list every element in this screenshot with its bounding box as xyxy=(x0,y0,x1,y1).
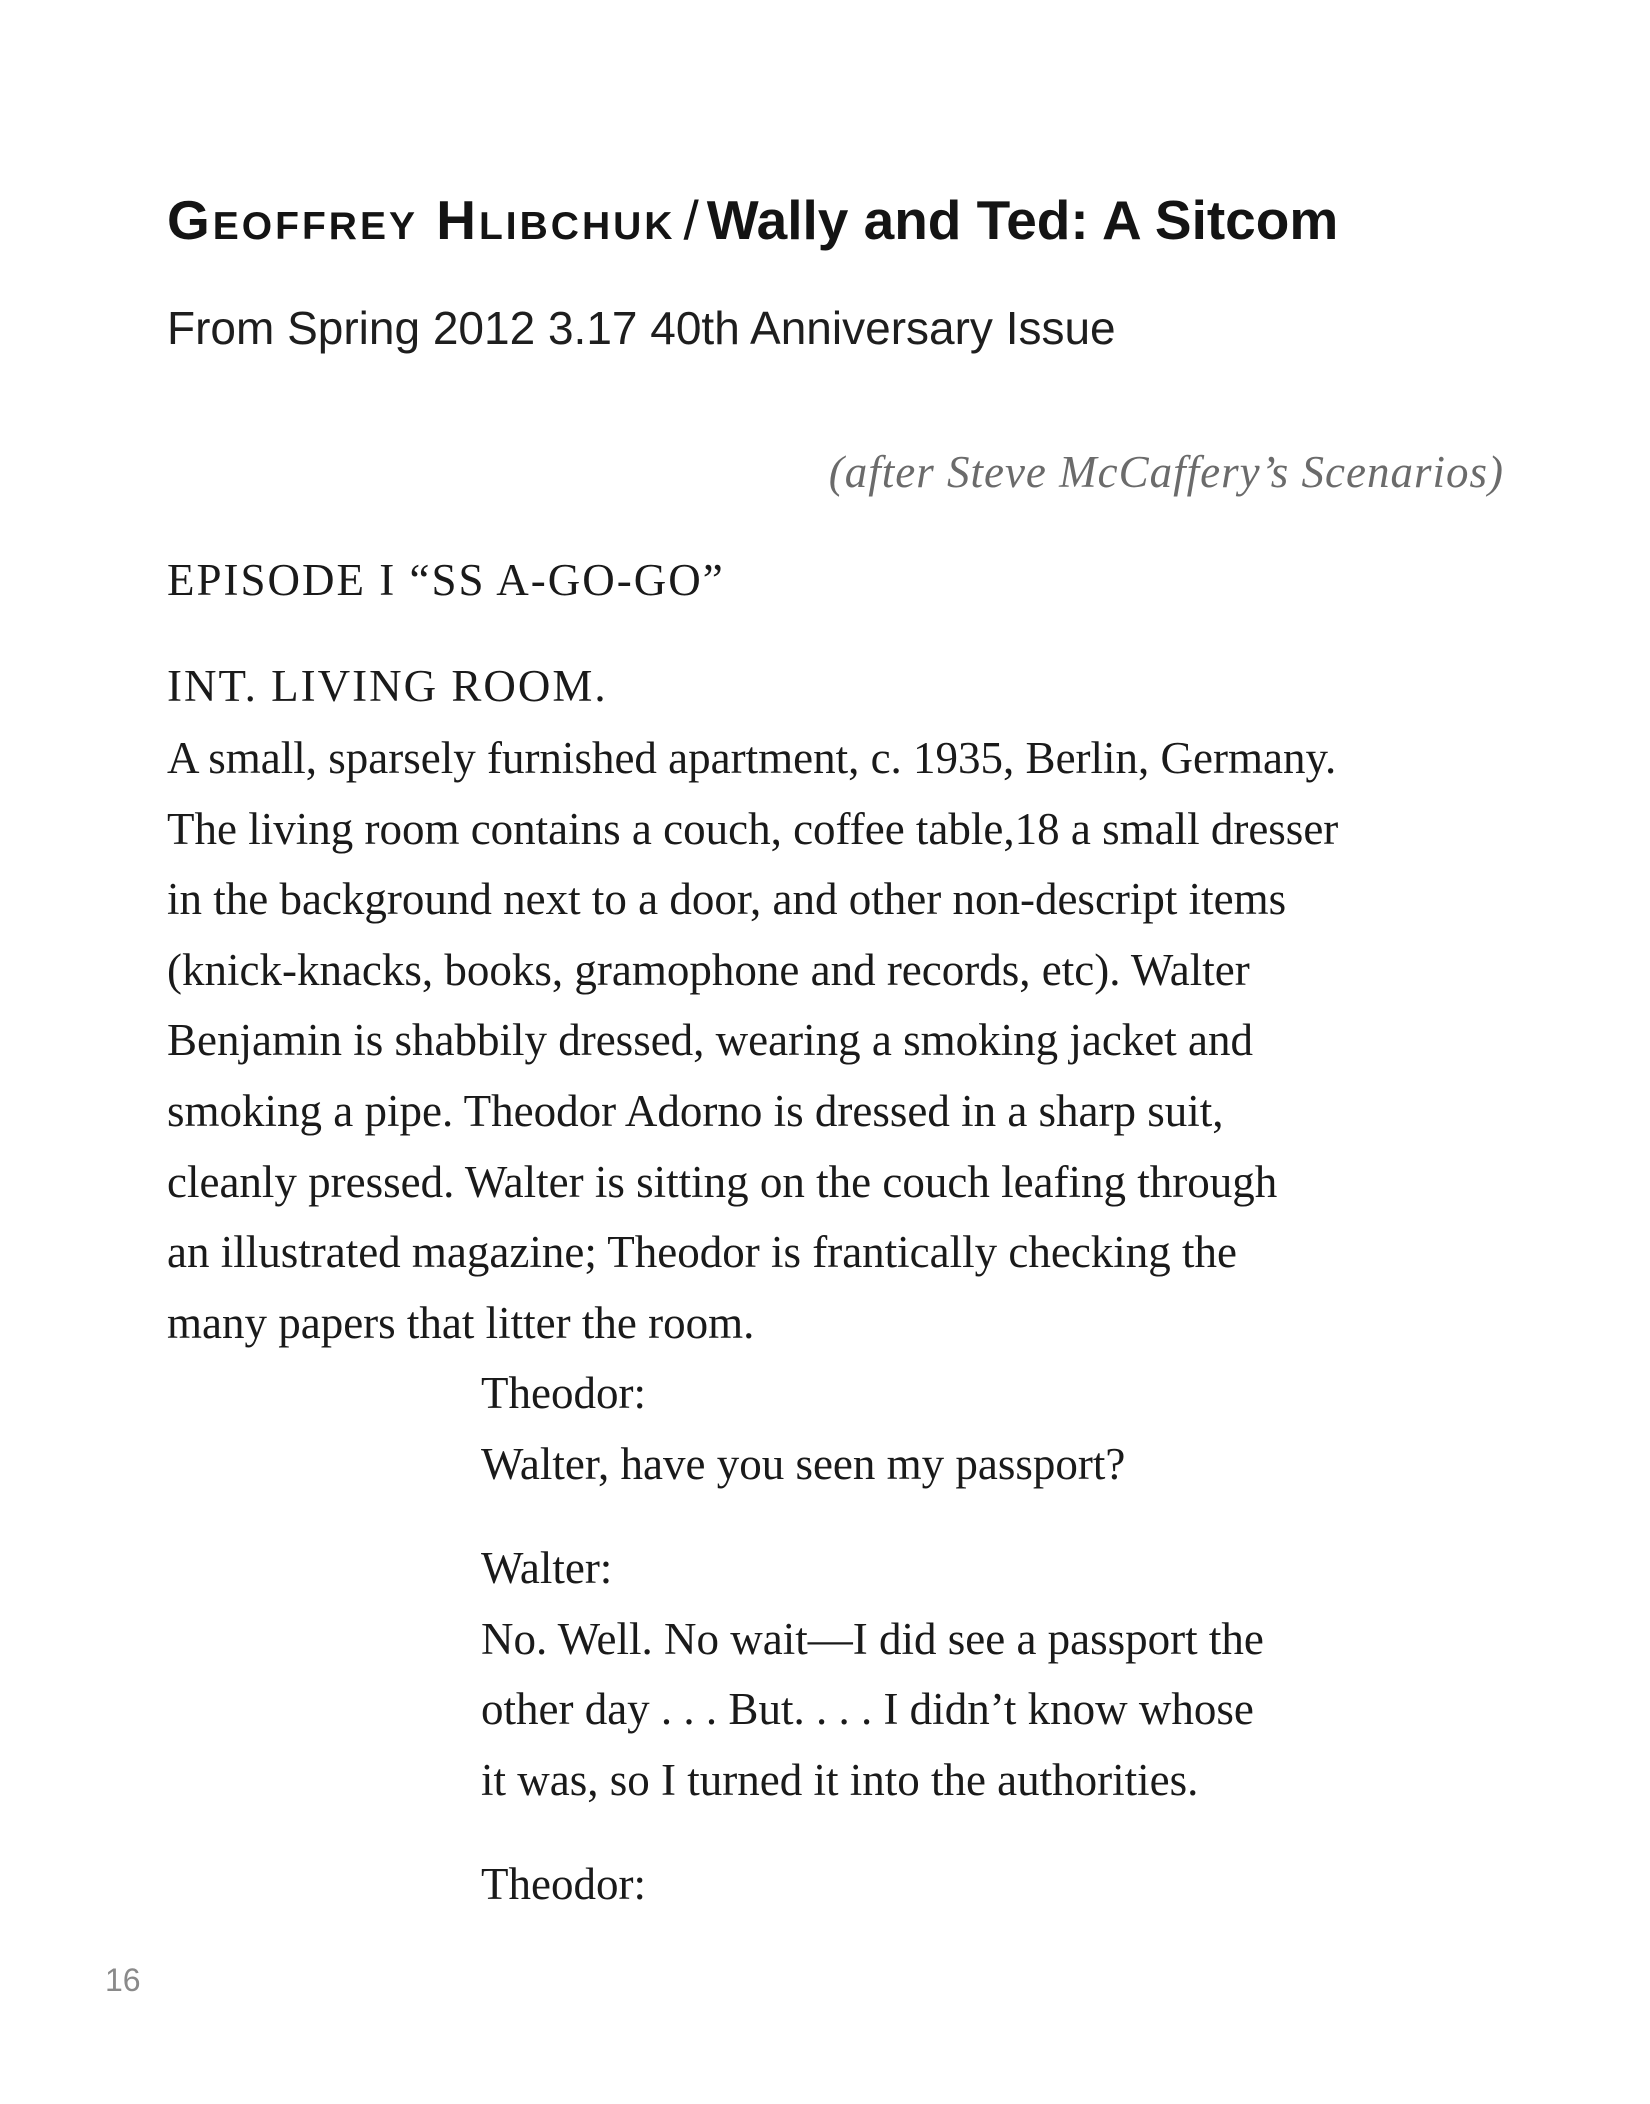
description-line: Benjamin is shabbily dressed, wearing a smoking jacket and xyxy=(167,1015,1253,1066)
dialogue-block xyxy=(481,1849,646,1920)
article-title: Wally and Ted: A Sitcom xyxy=(706,189,1339,251)
dialogue-line: other day . . . But. . . . I didn’t know whose xyxy=(481,1684,1254,1735)
episode-heading: EPISODE I “SS A-GO-GO” xyxy=(167,555,725,605)
description-line: The living room contains a couch, coffee table,18 a small dresser xyxy=(167,803,1339,854)
description-line: many papers that litter the room. xyxy=(167,1297,755,1348)
description-line: A small, sparsely furnished apartment, c. 1935, Berlin, Germany. xyxy=(167,733,1337,783)
author-name: Geoffrey Hlibchuk xyxy=(167,189,676,251)
dialogue-line: No. Well. No wait—I did see a passport the xyxy=(481,1613,1264,1664)
dialogue-block xyxy=(481,1533,1264,1815)
issue-subtitle: From Spring 2012 3.17 40th Anniversary Issue xyxy=(167,302,1116,354)
speaker-name: Walter: xyxy=(481,1543,613,1593)
dialogue-block xyxy=(481,1358,1125,1499)
scene-description xyxy=(167,723,1507,1358)
page-number: 16 xyxy=(105,1962,141,1998)
description-line: (knick-knacks, books, gramophone and records, etc). Walter xyxy=(167,944,1250,995)
dialogue-line: it was, so I turned it into the authorities. xyxy=(481,1754,1199,1805)
epigraph: (after Steve McCaffery’s Scenarios) xyxy=(828,447,1504,497)
scene-heading: INT. LIVING ROOM. xyxy=(167,661,608,711)
article-heading xyxy=(167,182,1338,258)
description-line: cleanly pressed. Walter is sitting on the couch leafing through xyxy=(167,1156,1278,1207)
description-line: in the background next to a door, and other non-descript items xyxy=(167,874,1287,925)
description-line: an illustrated magazine; Theodor is frantically checking the xyxy=(167,1227,1238,1278)
speaker-name: Theodor: xyxy=(481,1859,646,1909)
dialogue-line: Walter, have you seen my passport? xyxy=(481,1438,1126,1489)
description-line: smoking a pipe. Theodor Adorno is dressed in a sharp suit, xyxy=(167,1085,1224,1136)
speaker-name: Theodor: xyxy=(481,1368,646,1418)
title-separator: / xyxy=(683,189,699,251)
